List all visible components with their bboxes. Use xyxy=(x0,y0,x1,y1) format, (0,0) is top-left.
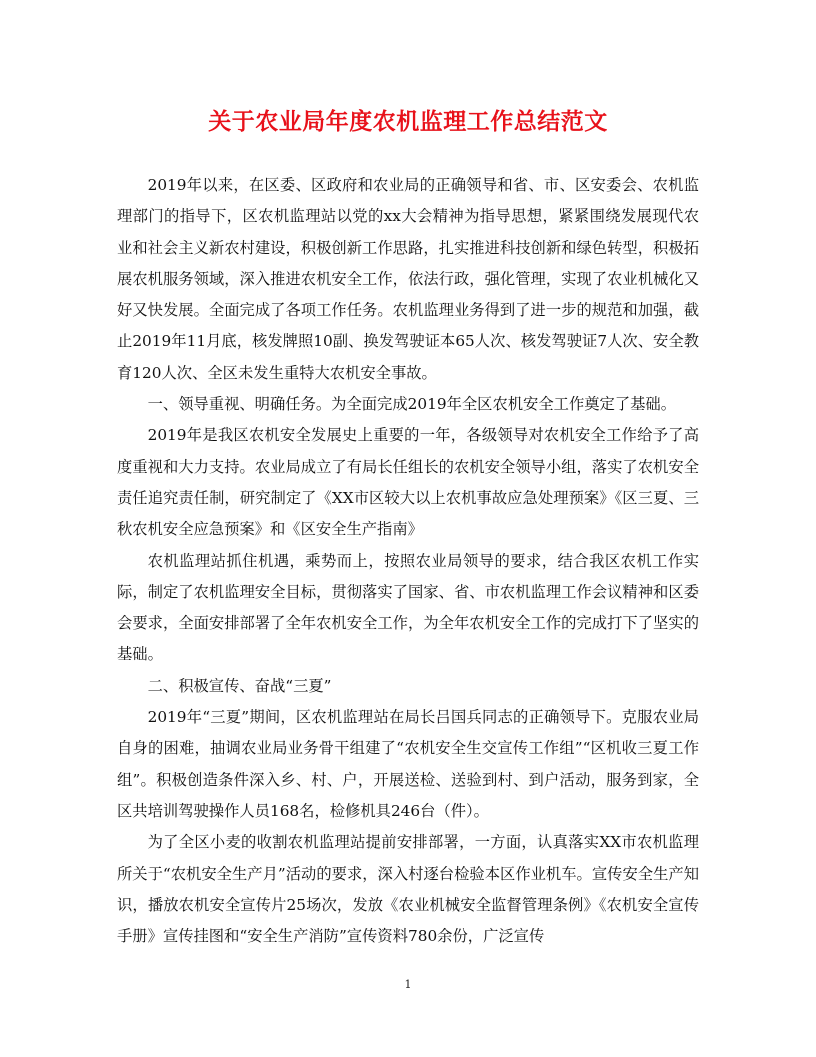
paragraph-intro: 2019年以来，在区委、区政府和农业局的正确领导和省、市、区安委会、农机监理部门的指导下，区农机监理站以党的xx大会精神为指导思想，紧紧围绕发展现代农业和社会主义新农村建设，积极创新工作思路，扎实推进科技创新和绿色转型，积极拓展农机服务领域，深入推进农机安全工作，依法行政，强化管理，实现了农业机械化又好又快发展。全面完成了各项工作任务。农机监理业务得到了进一步的规范和加强，截止2019年11月底，核发牌照10副、换发驾驶证本65人次、核发驾驶证7人次、安全教育120人次、全区未发生重特大农机安全事故。 xyxy=(117,176,699,382)
document-title: 关于农业局年度农机监理工作总结范文 xyxy=(208,108,608,135)
paragraph-section-one-body: 2019年是我区农机安全发展史上重要的一年，各级领导对农机安全工作给予了高度重视和大力支持。农业局成立了有局长任组长的农机安全领导小组，落实了农机安全责任追究责任制，研究制定了《XX市区较大以上农机事故应急处理预案》《区三夏、三秋农机安全应急预案》和《区安全生产指南》 xyxy=(117,426,699,539)
page-number: 1 xyxy=(404,978,412,991)
paragraph-section-two-heading: 二、积极宣传、奋战“三夏” xyxy=(147,676,332,695)
paragraph-section-two-detail: 为了全区小麦的收割农机监理站提前安排部署，一方面，认真落实XX市农机监理所关于“农机安全生产月”活动的要求，深入村逐台检验本区作业机车。宣传安全生产知识，播放农机安全宣传片25场次，发放《农业机械安全监督管理条例》《农机安全宣传手册》宣传挂图和“安全生产消防”宣传资料780余份，广泛宣传 xyxy=(117,833,699,946)
document-body xyxy=(117,170,699,952)
paragraph-section-one-heading: 一、领导重视、明确任务。为全面完成2019年全区农机安全工作奠定了基础。 xyxy=(147,395,677,414)
paragraph-section-two-body: 2019年“三夏”期间，区农机监理站在局长吕国兵同志的正确领导下。克服农业局自身的困难，抽调农业局业务骨干组建了“农机安全生交宣传工作组”“区机收三夏工作组”。积极创造条件深入乡、村、户，开展送检、送验到村、到户活动，服务到家，全区共培训驾驶操作人员168名，检修机具246台（件）。 xyxy=(117,708,699,820)
paragraph-section-one-detail: 农机监理站抓住机遇，乘势而上，按照农业局领导的要求，结合我区农机工作实际，制定了农机监理安全目标，贯彻落实了国家、省、市农机监理工作会议精神和区委会要求，全面安排部署了全年农机安全工作，为全年农机安全工作的完成打下了坚实的基础。 xyxy=(117,551,699,664)
